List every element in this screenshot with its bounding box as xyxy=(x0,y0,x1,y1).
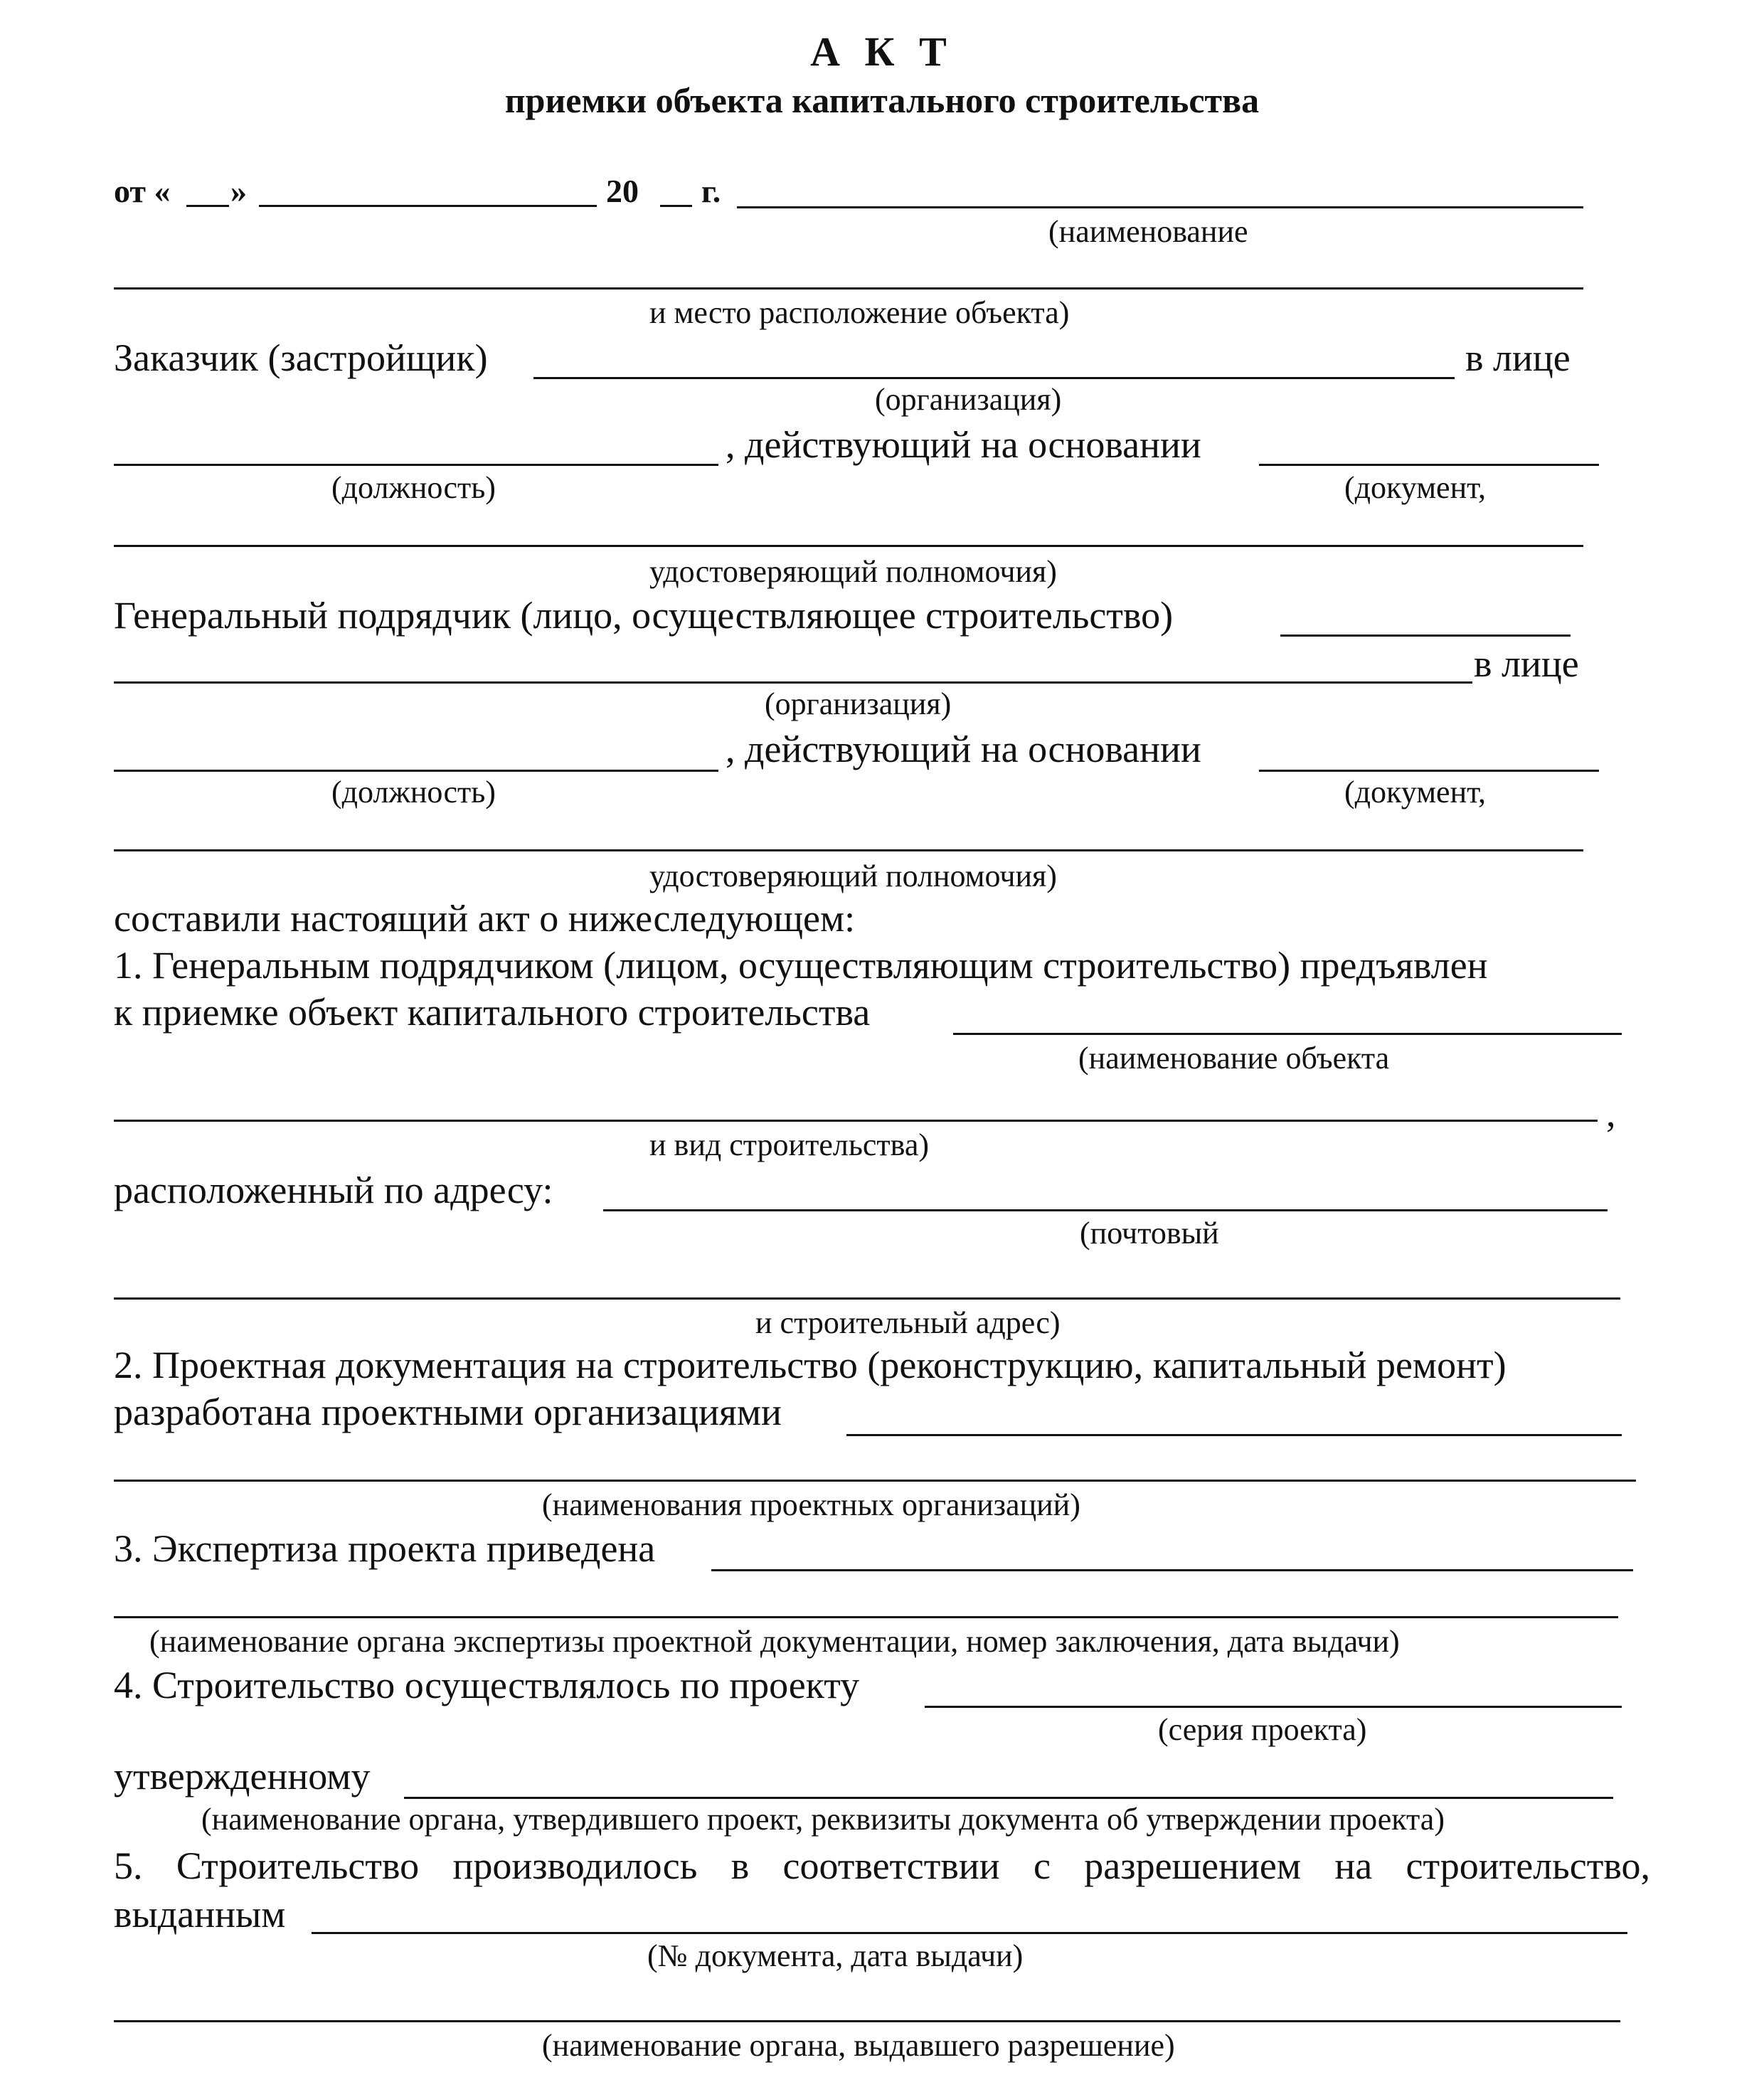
customer-org-field[interactable] xyxy=(533,377,1455,379)
item1-object-name-field[interactable] xyxy=(953,1033,1622,1035)
design-orgs-field-1[interactable] xyxy=(846,1434,1622,1436)
approved-label: утвержденному xyxy=(114,1755,371,1798)
approving-org-field[interactable] xyxy=(404,1797,1613,1799)
caption-authority-end: удостоверяющий полномочия) xyxy=(649,554,1057,589)
caption-design-orgs: (наименования проектных организаций) xyxy=(542,1487,1080,1522)
document-title: А К Т xyxy=(810,28,954,75)
item3-label: 3. Экспертиза проекта приведена xyxy=(114,1527,656,1570)
date-day-field[interactable] xyxy=(186,205,229,207)
customer-authority-field[interactable] xyxy=(114,545,1583,547)
item4-label: 4. Строительство осуществлялось по проекту xyxy=(114,1664,860,1706)
contractor-authority-field[interactable] xyxy=(114,849,1583,851)
item2-line1: 2. Проектная документация на строительство (реконструкцию, капитальный ремонт) xyxy=(114,1344,1507,1386)
caption-contractor-authority-end: удостоверяющий полномочия) xyxy=(649,859,1057,893)
caption-approving-org: (наименование органа, утвердившего проект, реквизиты документа об утверждении проекта) xyxy=(201,1802,1445,1837)
caption-contractor-position: (должность) xyxy=(331,775,496,809)
contractor-in-person-label: в лице xyxy=(1474,642,1579,685)
caption-contractor-organization: (организация) xyxy=(765,686,952,721)
caption-expert-org: (наименование органа экспертизы проектной документации, номер заключения, дата выдачи) xyxy=(149,1624,1400,1659)
caption-organization: (организация) xyxy=(875,382,1062,417)
caption-construction-address-end: и строительный адрес) xyxy=(755,1305,1061,1340)
customer-label: Заказчик (застройщик) xyxy=(114,336,488,379)
caption-document-start: (документ, xyxy=(1344,470,1487,505)
date-quote-close: » xyxy=(230,173,247,209)
caption-doc-number-date: (№ документа, дата выдачи) xyxy=(647,1938,1024,1973)
project-series-field[interactable] xyxy=(925,1706,1622,1708)
design-orgs-field-2[interactable] xyxy=(114,1480,1636,1482)
item1-construction-type-field[interactable] xyxy=(114,1120,1598,1122)
item1-line2: к приемке объект капитального строительства xyxy=(114,991,871,1034)
item1-line1: 1. Генеральным подрядчиком (лицом, осуществляющим строительство) предъявлен xyxy=(114,944,1488,987)
caption-name-place-end: и место расположение объекта) xyxy=(649,295,1070,330)
customer-document-field[interactable] xyxy=(1259,464,1599,466)
contractor-acting-basis-label: , действующий на основании xyxy=(726,728,1201,770)
construction-address-field[interactable] xyxy=(114,1297,1620,1300)
object-place-field[interactable] xyxy=(114,287,1583,290)
date-year-suffix: г. xyxy=(701,173,721,209)
contractor-label: Генеральный подрядчик (лицо, осуществляющее строительство) xyxy=(114,594,1174,637)
located-at-label: расположенный по адресу: xyxy=(114,1169,553,1211)
caption-issuing-org: (наименование органа, выдавшего разрешение) xyxy=(542,2028,1175,2063)
expert-org-field-2[interactable] xyxy=(114,1616,1618,1618)
contractor-position-field[interactable] xyxy=(114,770,718,772)
caption-name-start: (наименование xyxy=(1048,214,1248,249)
customer-position-field[interactable] xyxy=(114,464,718,466)
acting-basis-label: , действующий на основании xyxy=(726,423,1201,466)
contractor-org-field-1[interactable] xyxy=(1280,634,1571,637)
date-from-label: от « xyxy=(114,173,171,209)
item5-line1: 5. Строительство производилось в соответствии с разрешением на строительство, xyxy=(114,1844,1650,1887)
caption-construction-type-end: и вид строительства) xyxy=(649,1127,930,1162)
item1-comma: , xyxy=(1606,1092,1616,1135)
caption-position: (должность) xyxy=(331,470,496,505)
item2-line2: разработана проектными организациями xyxy=(114,1391,782,1433)
composed-text: составили настоящий акт о нижеследующем: xyxy=(114,897,856,940)
postal-address-field[interactable] xyxy=(603,1209,1608,1211)
caption-object-name-start: (наименование объекта xyxy=(1078,1041,1390,1076)
document-subtitle: приемки объекта капитального строительства xyxy=(504,80,1260,120)
date-year-field[interactable] xyxy=(660,205,692,207)
date-year-prefix: 20 xyxy=(606,173,639,209)
issuing-org-field[interactable] xyxy=(114,2020,1620,2022)
date-month-field[interactable] xyxy=(259,205,597,207)
caption-postal-start: (почтовый xyxy=(1080,1216,1219,1251)
caption-contractor-document-start: (документ, xyxy=(1344,775,1487,809)
permit-doc-field[interactable] xyxy=(312,1932,1627,1934)
contractor-org-field-2[interactable] xyxy=(114,681,1472,684)
caption-project-series: (серия проекта) xyxy=(1158,1712,1367,1747)
expert-org-field-1[interactable] xyxy=(711,1569,1633,1571)
object-name-field[interactable] xyxy=(737,206,1583,208)
issued-label: выданным xyxy=(114,1893,286,1936)
contractor-document-field[interactable] xyxy=(1259,770,1599,772)
in-person-label: в лице xyxy=(1465,336,1571,379)
